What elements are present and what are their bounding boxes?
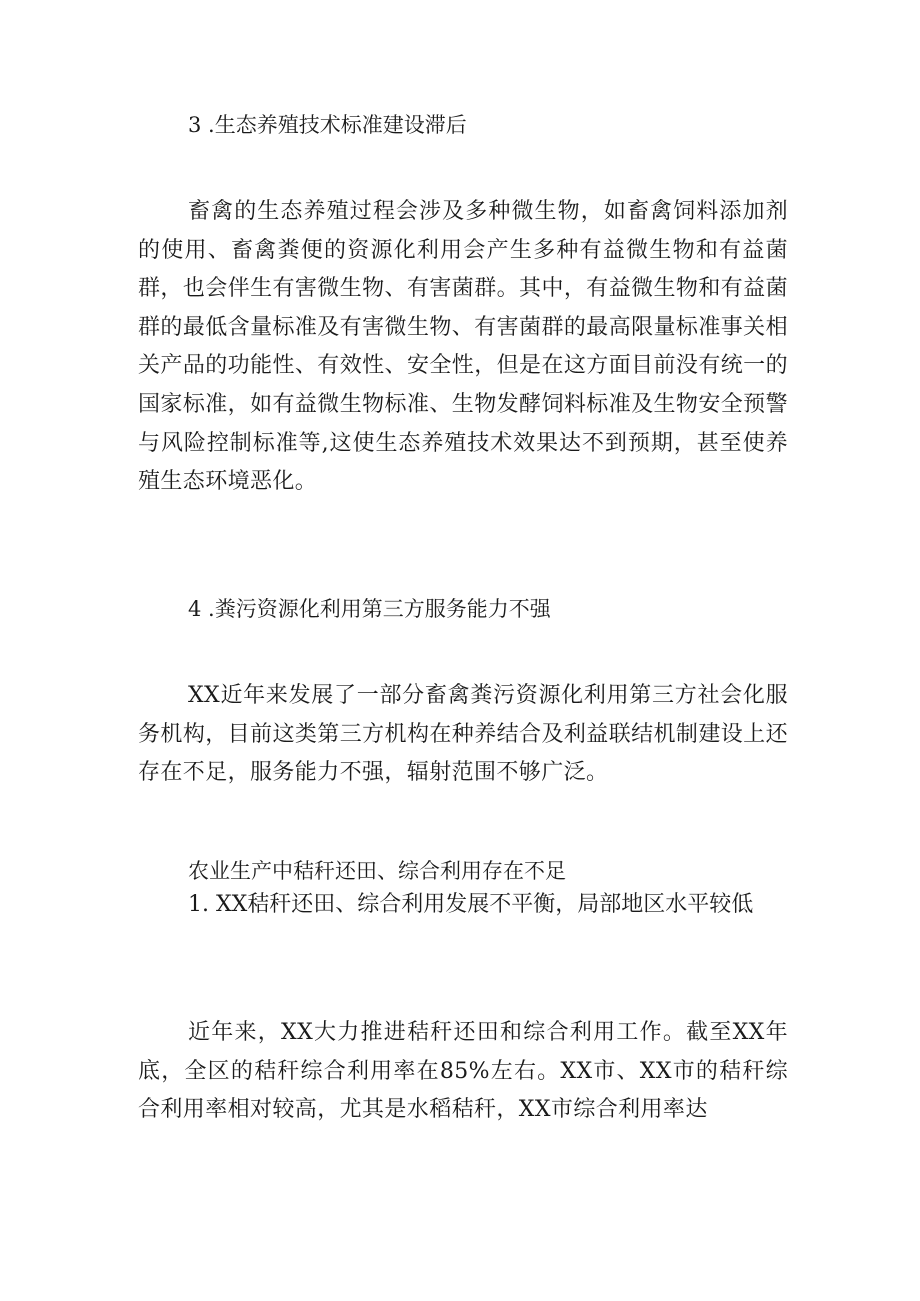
straw-subheading: 农业生产中秸秆还田、综合利用存在不足 bbox=[188, 859, 566, 883]
section-heading-3: 3 .生态养殖技术标准建设滞后 bbox=[188, 113, 467, 137]
section-3-paragraph: 畜禽的生态养殖过程会涉及多种微生物，如畜禽饲料添加剂的使用、畜禽粪便的资源化利用会产生多种有益微生物和有益菌群，也会伴生有害微生物、有害菌群。其中，有益微生物和有益菌群的最低含量标准及有害微生物、有害菌群的最高限量标准事关相关产品的功能性、有效性、安全性，但是在这方面目前没有统一的国家标准，如有益微生物标准、生物发酵饲料标准及生物安全预警与风险控制标准等,这使生态养殖技术效果达不到预期，甚至使养殖生态环境恶化。 bbox=[138, 199, 788, 495]
straw-paragraph: 近年来，XX大力推进秸秆还田和综合利用工作。截至XX年底，全区的秸秆综合利用率在85%左右。XX市、XX市的秸秆综合利用率相对较高，尤其是水稻秸秆，XX市综合利用率达 bbox=[138, 1020, 788, 1123]
straw-heading-1: 1. XX秸秆还田、综合利用发展不平衡，局部地区水平较低 bbox=[188, 892, 754, 917]
section-heading-4: 4 .粪污资源化利用第三方服务能力不强 bbox=[188, 597, 551, 621]
section-4-paragraph: XX近年来发展了一部分畜禽粪污资源化利用第三方社会化服务机构，目前这类第三方机构在种养结合及利益联结机制建设上还存在不足，服务能力不强，辐射范围不够广泛。 bbox=[138, 683, 788, 786]
